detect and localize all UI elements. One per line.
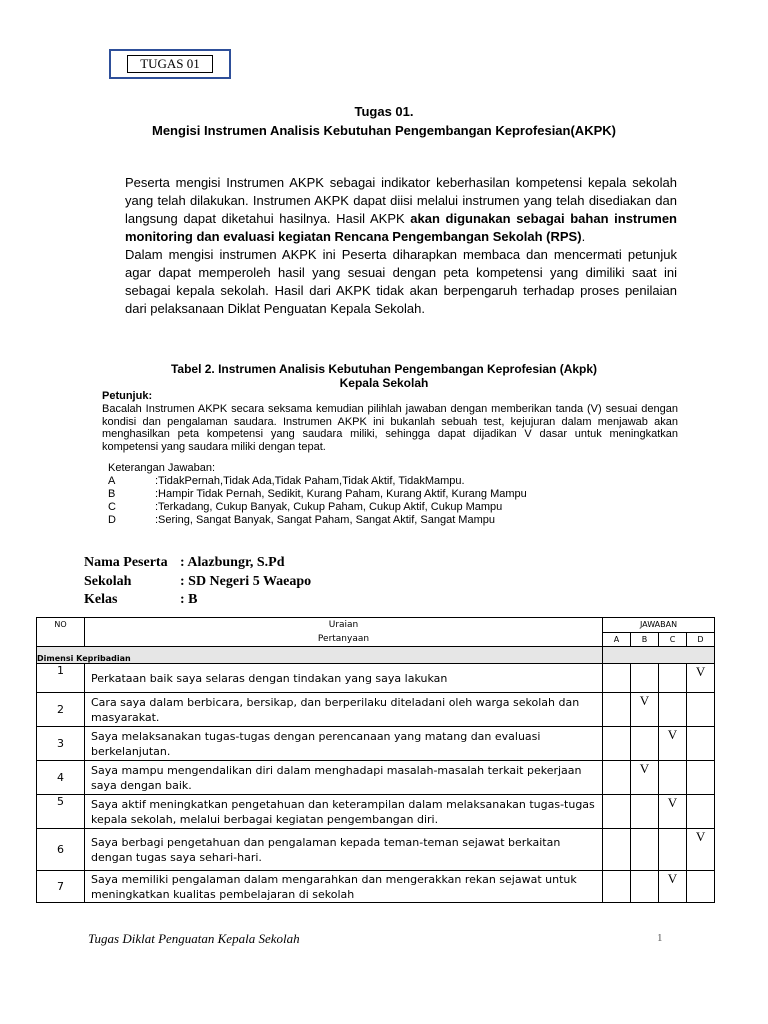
intro-p1-bold: akan digunakan sebagai bahan instrumen monitoring dan evaluasi kegiatan Rencana Pengembangan Sekolah (RPS): [125, 211, 677, 244]
check-mark: V: [695, 829, 706, 844]
answer-legend-label: Keterangan Jawaban:: [108, 462, 216, 474]
answer-cell-b[interactable]: [631, 664, 659, 693]
header-option-c: C: [659, 632, 687, 647]
participant-info: [84, 554, 311, 610]
table-row: [37, 693, 715, 727]
answer-cell-a[interactable]: [603, 727, 631, 761]
intro-paragraph-2: Dalam mengisi instrumen AKPK ini Peserta diharapkan membaca dan mencermati petunjuk agar dapat memperoleh hasil yang sesuai dengan peta kompetensi yang dimiliki saat ini sebagai kepala sekolah. Hasil dari AKPK tidak akan berpengaruh terhadap proses penilaian dari pelaksanaan Diklat Penguatan Kepala Sekolah.: [125, 247, 677, 316]
answer-cell-b[interactable]: [631, 693, 659, 727]
answer-cell-a[interactable]: [603, 693, 631, 727]
question-number: 7: [37, 871, 85, 903]
document-subtitle: Mengisi Instrumen Analisis Kebutuhan Pengembangan Keprofesian(AKPK): [152, 123, 616, 138]
answer-cell-a[interactable]: [603, 795, 631, 829]
check-mark: V: [667, 727, 678, 742]
answer-cell-a[interactable]: [603, 829, 631, 871]
answer-cell-a[interactable]: [603, 664, 631, 693]
answer-cell-c[interactable]: [659, 871, 687, 903]
legend-row-c: C :Terkadang, Cukup Banyak, Cukup Paham, Cukup Aktif, Cukup Mampu: [108, 501, 503, 513]
participant-name-row: Nama Peserta : Alazbungr, S.Pd: [84, 554, 311, 573]
participant-class: : B: [180, 592, 198, 607]
answer-cell-d[interactable]: [687, 727, 715, 761]
question-text: Perkataan baik saya selaras dengan tindakan yang saya lakukan: [85, 664, 603, 693]
answer-cell-c[interactable]: [659, 829, 687, 871]
question-number: 2: [37, 693, 85, 727]
answer-cell-d[interactable]: [687, 664, 715, 693]
check-mark: V: [695, 664, 706, 679]
page-number: 1: [657, 932, 663, 944]
header-option-d: D: [687, 632, 715, 647]
header-no: NO: [37, 618, 85, 647]
document-title: Tugas 01.: [354, 104, 414, 119]
answer-cell-b[interactable]: [631, 795, 659, 829]
answer-cell-c[interactable]: [659, 664, 687, 693]
header-option-a: A: [603, 632, 631, 647]
answer-cell-c[interactable]: [659, 727, 687, 761]
header-option-b: B: [631, 632, 659, 647]
legend-row-b: B :Hampir Tidak Pernah, Sedikit, Kurang Paham, Kurang Aktif, Kurang Mampu: [108, 488, 527, 500]
legend-row-d: D :Sering, Sangat Banyak, Sangat Paham, Sangat Aktif, Sangat Mampu: [108, 514, 495, 526]
check-mark: V: [639, 693, 650, 708]
answer-cell-d[interactable]: [687, 761, 715, 795]
check-mark: V: [667, 795, 678, 810]
intro-paragraph-1: [125, 174, 677, 246]
question-number: 5: [37, 795, 85, 829]
task-badge: [109, 49, 231, 79]
question-text: Saya berbagi pengetahuan dan pengalaman kepada teman-teman sejawat berkaitan dengan tugas saya sehari-hari.: [85, 829, 603, 871]
answer-cell-b[interactable]: [631, 871, 659, 903]
task-badge-label: TUGAS 01: [127, 55, 213, 73]
section-header: Dimensi Kepribadian: [37, 647, 603, 664]
question-text: Saya memiliki pengalaman dalam mengarahkan dan mengerakkan rekan sejawat untuk meningkatkan kualitas pembelajaran di sekolah: [85, 871, 603, 903]
answer-cell-a[interactable]: [603, 871, 631, 903]
answer-cell-b[interactable]: [631, 761, 659, 795]
akpk-table: [36, 617, 715, 903]
table-row: [37, 829, 715, 871]
question-number: 3: [37, 727, 85, 761]
answer-cell-d[interactable]: [687, 795, 715, 829]
instructions-text: Bacalah Instrumen AKPK secara seksama kemudian pilihlah jawaban dengan memberikan tanda (V) sesuai dengan kondisi dan pengalaman saudara. Instrumen AKPK ini bukanlah sebuah test, kejujuran dalam menjawab akan menghasilkan peta kompetensi yang saudara miliki, sehingga dapat dijadikan V dasar untuk meningkatkan kompetensi yang saudara miliki dengan tepat.: [102, 403, 678, 453]
intro-p1-end: .: [581, 229, 586, 244]
answer-cell-d[interactable]: [687, 829, 715, 871]
instructions-label: Petunjuk:: [102, 390, 153, 402]
answer-cell-d[interactable]: [687, 871, 715, 903]
question-text: Saya melaksanakan tugas-tugas dengan perencanaan yang matang dan evaluasi berkelanjutan.: [85, 727, 603, 761]
participant-class-row: Kelas : B: [84, 591, 311, 610]
question-text: Saya aktif meningkatkan pengetahuan dan keterampilan dalam melaksanakan tugas-tugas kepala sekolah, melalui berbagai kegiatan pengembangan diri.: [85, 795, 603, 829]
table-title: Tabel 2. Instrumen Analisis Kebutuhan Pengembangan Keprofesian (Akpk): [170, 362, 598, 376]
question-number: 4: [37, 761, 85, 795]
header-answer: JAWABAN: [603, 618, 715, 633]
header-question: Uraian Pertanyaan: [85, 618, 603, 647]
answer-cell-c[interactable]: [659, 795, 687, 829]
table-row: [37, 664, 715, 693]
footer-text: Tugas Diklat Penguatan Kepala Sekolah: [88, 931, 300, 946]
answer-cell-b[interactable]: [631, 829, 659, 871]
intro-p1-normal: Peserta mengisi Instrumen AKPK sebagai indikator keberhasilan kompetensi kepala sekolah yang telah dilakukan. Instrumen AKPK dapat diisi melalui instrumen yang telah disediakan dan langsung dapat diketahui hasilnya. Hasil AKPK: [125, 175, 677, 226]
answer-cell-c[interactable]: [659, 693, 687, 727]
answer-cell-c[interactable]: [659, 761, 687, 795]
answer-cell-a[interactable]: [603, 761, 631, 795]
question-text: Cara saya dalam berbicara, bersikap, dan berperilaku diteladani oleh warga sekolah dan masyarakat.: [85, 693, 603, 727]
question-number: 6: [37, 829, 85, 871]
legend-row-a: A :TidakPernah,Tidak Ada,Tidak Paham,Tidak Aktif, TidakMampu.: [108, 475, 465, 487]
participant-name: : Alazbungr, S.Pd: [180, 555, 285, 570]
question-number: 1: [37, 664, 85, 693]
table-title-line2: Kepala Sekolah: [339, 376, 429, 390]
answer-cell-b[interactable]: [631, 727, 659, 761]
table-row: [37, 871, 715, 903]
answer-legend: [108, 462, 527, 527]
participant-school-row: Sekolah : SD Negeri 5 Waeapo: [84, 573, 311, 592]
check-mark: V: [639, 761, 650, 776]
intro-text: [125, 174, 677, 318]
participant-school: : SD Negeri 5 Waeapo: [180, 573, 312, 589]
question-text: Saya mampu mengendalikan diri dalam menghadapi masalah-masalah terkait pekerjaan saya dengan baik.: [85, 761, 603, 795]
question-rows: [37, 664, 715, 903]
answer-cell-d[interactable]: [687, 693, 715, 727]
check-mark: V: [667, 871, 678, 886]
table-row: [37, 761, 715, 795]
table-row: [37, 795, 715, 829]
table-row: [37, 727, 715, 761]
